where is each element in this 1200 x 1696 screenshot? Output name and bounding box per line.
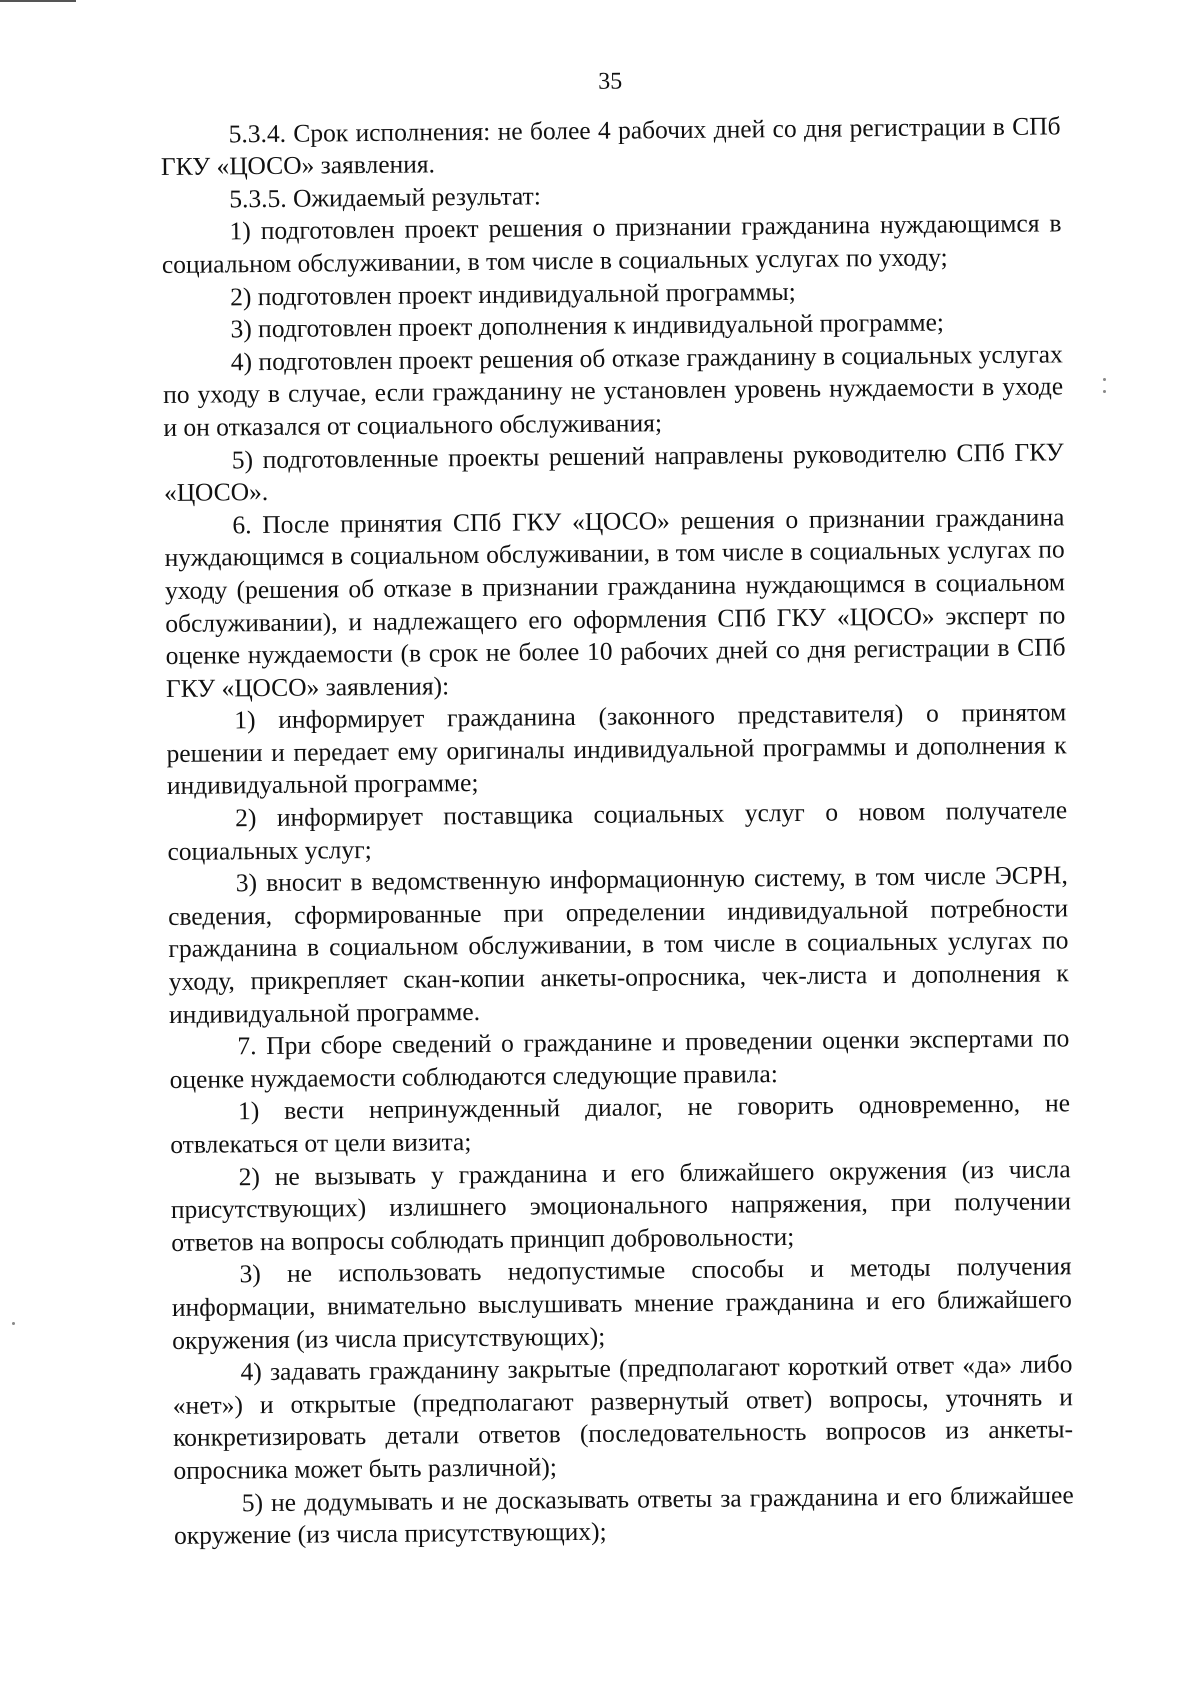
list-item: 2) не вызывать у гражданина и его ближайшего окружения (из числа присутствующих) излишнего эмоционального напряжения, при получении ответов на вопросы соблюдать принцип добровольности; (170, 1153, 1072, 1257)
list-item: 1) информирует гражданина (законного представителя) о принятом решении и передает ему оригиналы индивидуальной программы и дополнения к индивидуальной программе; (166, 697, 1067, 801)
list-item: 1) подготовлен проект решения о признании гражданина нуждающимся в социальном обслуживании, в том числе в социальных услугах по уходу; (161, 208, 1062, 279)
scan-corner-mark (0, 0, 76, 2)
page-number: 35 (598, 68, 623, 95)
paragraph-5-3-5: 5.3.5. Ожидаемый результат: (229, 181, 541, 214)
list-item: 4) задавать гражданину закрытые (предполагают короткий ответ «да» либо «нет») и открытые (предполагают развернутый ответ) вопросы, уточнять и конкретизировать детали ответов (последовательность вопросов из анкеты-опросника может быть различной); (172, 1349, 1074, 1485)
list-item: 5) не додумывать и не досказывать ответы за гражданина и его ближайшее окружение (из числа присутствующих); (173, 1479, 1074, 1551)
list-item: 3) вносит в ведомственную информационную систему, в том числе ЭСРН, сведения, сформированные при определении индивидуальной потребности гражданина в социальном обслуживании, в том числе в социальных услугах по уходу, прикрепляет скан-копии анкеты-опросника, чек-листа и дополнения к индивидуальной программе. (167, 860, 1069, 1029)
document-page (160, 61, 1074, 1552)
document-body (160, 110, 1074, 1553)
list-item: 2) информирует поставщика социальных услуг о новом получателе социальных услуг; (167, 795, 1068, 866)
list-item: 3) не использовать недопустимые способы и методы получения информации, внимательно выслушивать мнение гражданина и его ближайшего окружения (из числа присутствующих); (171, 1251, 1072, 1355)
scan-speck (1103, 390, 1106, 393)
paragraph-5-3-4: 5.3.4. Срок исполнения: не более 4 рабочих дней со дня регистрации в СПб ГКУ «ЦОСО» заявления. (160, 110, 1061, 182)
scan-speck (1103, 378, 1106, 381)
list-item: 5) подготовленные проекты решений направлены руководителю СПб ГКУ «ЦОСО». (163, 436, 1064, 508)
list-item: 2) подготовлен проект индивидуальной программы; (230, 276, 796, 311)
list-item: 3) подготовлен проект дополнения к индивидуальной программе; (230, 307, 945, 344)
paragraph-6: 6. После принятия СПб ГКУ «ЦОСО» решения о признании гражданина нуждающимся в социальном обслуживании, в том числе в социальных услугах по уходу (решения об отказе в признании гражданина нуждающимся в социальном обслуживании), и надлежащего его оформления СПб ГКУ «ЦОСО» эксперт по оценке нуждаемости (в срок не более 10 рабочих дней со дня регистрации в СПб ГКУ «ЦОСО» заявления): (164, 502, 1066, 703)
paragraph-7: 7. При сборе сведений о гражданине и проведении оценки экспертами по оценке нуждаемости соблюдаются следующие правила: (169, 1023, 1070, 1094)
scan-speck (12, 1322, 15, 1325)
list-item: 1) вести непринужденный диалог, не говорить одновременно, не отвлекаться от цели визита; (170, 1088, 1071, 1159)
list-item: 4) подготовлен проект решения об отказе гражданину в социальных услугах по уходу в случае, если гражданину не установлен уровень нуждаемости в уходе и он отказался от социального обслуживания; (162, 339, 1064, 442)
